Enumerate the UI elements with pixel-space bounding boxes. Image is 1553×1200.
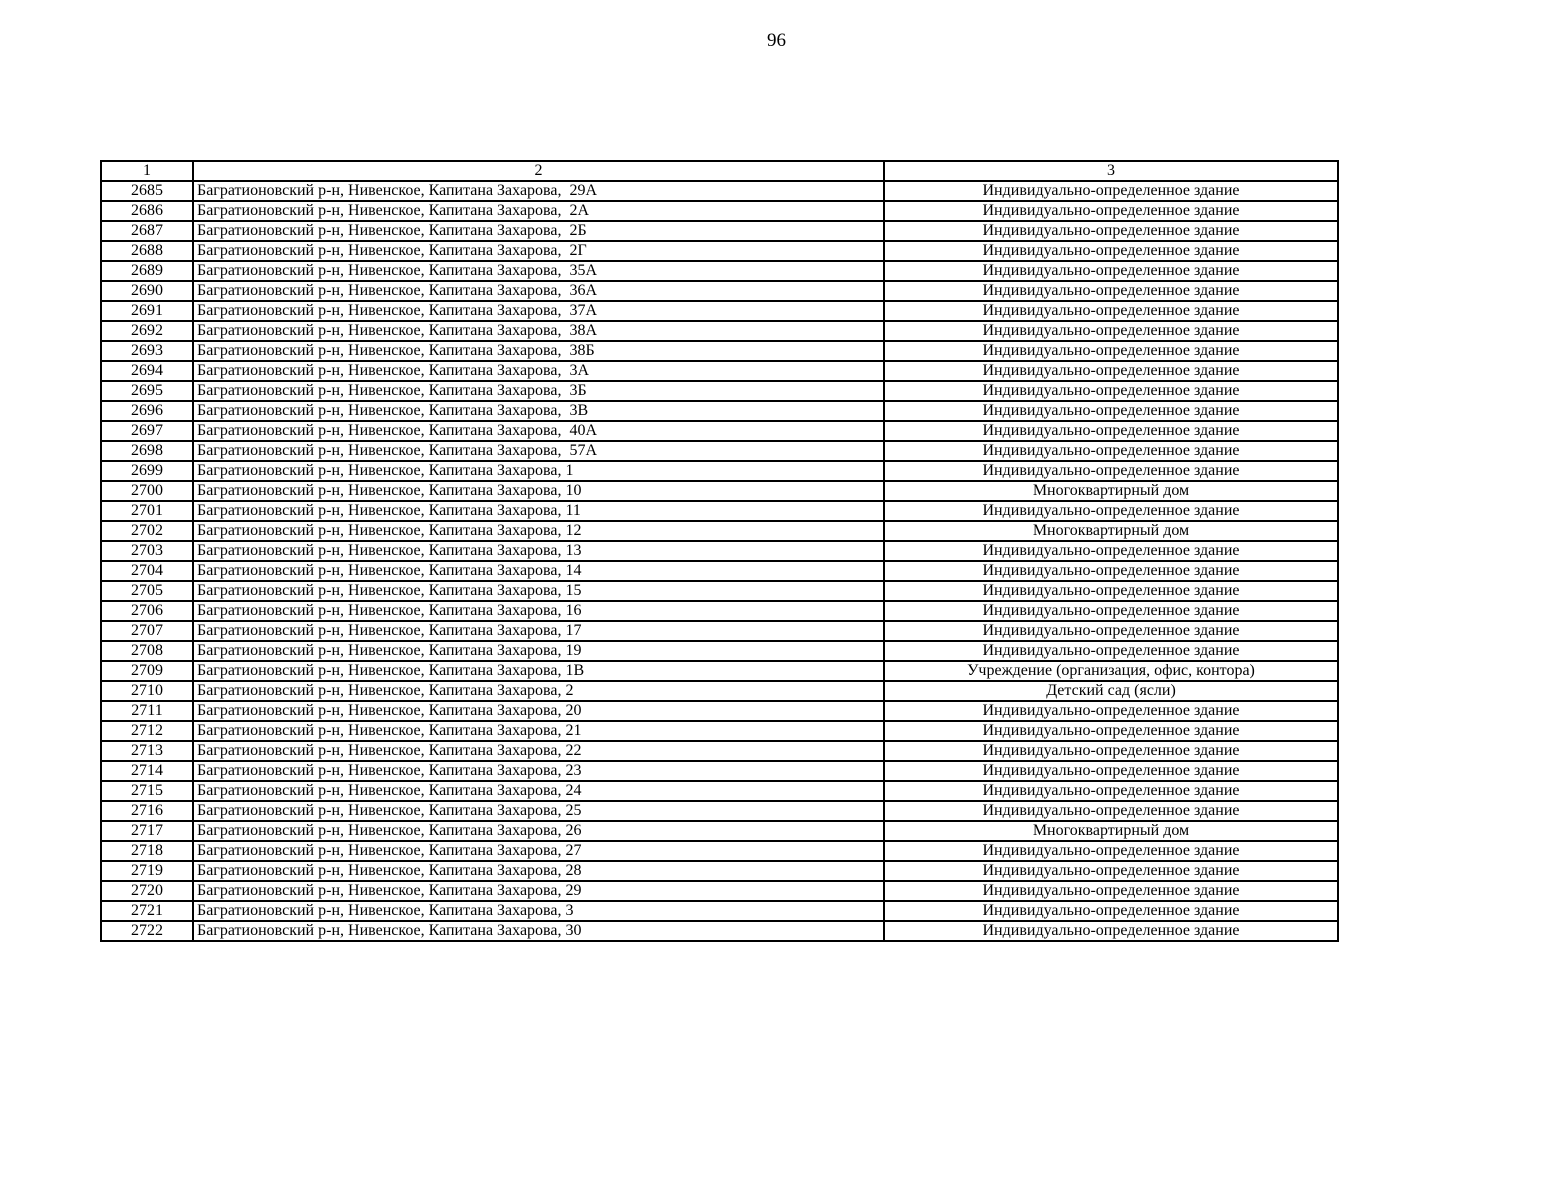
building-type-cell: Индивидуально-определенное здание — [884, 321, 1338, 340]
table-row — [101, 661, 1338, 681]
address-cell: Багратионовский р-н, Нивенское, Капитана Захарова, 2 — [193, 681, 884, 700]
record-number: 2703 — [101, 541, 193, 560]
address-cell: Багратионовский р-н, Нивенское, Капитана Захарова, 3Б — [193, 381, 884, 400]
address-cell: Багратионовский р-н, Нивенское, Капитана Захарова, 3В — [193, 401, 884, 420]
table-row — [101, 461, 1338, 481]
building-type-cell: Индивидуально-определенное здание — [884, 741, 1338, 760]
building-type-cell: Индивидуально-определенное здание — [884, 501, 1338, 520]
building-type-cell: Индивидуально-определенное здание — [884, 841, 1338, 860]
building-type-cell: Многоквартирный дом — [884, 821, 1338, 840]
building-type-cell: Индивидуально-определенное здание — [884, 761, 1338, 780]
record-number: 2721 — [101, 901, 193, 920]
table-row — [101, 341, 1338, 361]
building-type-cell: Индивидуально-определенное здание — [884, 921, 1338, 940]
table-row — [101, 781, 1338, 801]
table-row — [101, 641, 1338, 661]
table-row — [101, 881, 1338, 901]
table-row — [101, 381, 1338, 401]
building-type-cell: Индивидуально-определенное здание — [884, 221, 1338, 240]
table-row — [101, 221, 1338, 241]
record-number: 2690 — [101, 281, 193, 300]
building-type-cell: Многоквартирный дом — [884, 481, 1338, 500]
address-cell: Багратионовский р-н, Нивенское, Капитана Захарова, 30 — [193, 921, 884, 940]
record-number: 2696 — [101, 401, 193, 420]
building-type-cell: Индивидуально-определенное здание — [884, 421, 1338, 440]
building-type-cell: Индивидуально-определенное здание — [884, 341, 1338, 360]
address-cell: Багратионовский р-н, Нивенское, Капитана Захарова, 29А — [193, 181, 884, 200]
table-row — [101, 181, 1338, 201]
address-cell: Багратионовский р-н, Нивенское, Капитана Захарова, 29 — [193, 881, 884, 900]
table-row — [101, 901, 1338, 921]
building-type-cell: Индивидуально-определенное здание — [884, 701, 1338, 720]
address-cell: Багратионовский р-н, Нивенское, Капитана Захарова, 19 — [193, 641, 884, 660]
record-number: 2700 — [101, 481, 193, 500]
building-type-cell: Индивидуально-определенное здание — [884, 201, 1338, 220]
record-number: 2697 — [101, 421, 193, 440]
building-type-cell: Индивидуально-определенное здание — [884, 601, 1338, 620]
address-cell: Багратионовский р-н, Нивенское, Капитана Захарова, 27 — [193, 841, 884, 860]
table-row — [101, 501, 1338, 521]
record-number: 2712 — [101, 721, 193, 740]
address-cell: Багратионовский р-н, Нивенское, Капитана Захарова, 37А — [193, 301, 884, 320]
building-type-cell: Индивидуально-определенное здание — [884, 301, 1338, 320]
record-number: 2699 — [101, 461, 193, 480]
record-number: 2711 — [101, 701, 193, 720]
record-number: 2705 — [101, 581, 193, 600]
table-row — [101, 421, 1338, 441]
page-number: 96 — [767, 30, 786, 51]
column-number-3: 3 — [884, 161, 1338, 180]
table-row — [101, 821, 1338, 841]
table-row — [101, 721, 1338, 741]
building-type-cell: Индивидуально-определенное здание — [884, 581, 1338, 600]
address-cell: Багратионовский р-н, Нивенское, Капитана Захарова, 3А — [193, 361, 884, 380]
table-row — [101, 301, 1338, 321]
address-cell: Багратионовский р-н, Нивенское, Капитана Захарова, 20 — [193, 701, 884, 720]
record-number: 2706 — [101, 601, 193, 620]
record-number: 2714 — [101, 761, 193, 780]
record-number: 2687 — [101, 221, 193, 240]
record-number: 2717 — [101, 821, 193, 840]
table-row — [101, 321, 1338, 341]
building-type-cell: Индивидуально-определенное здание — [884, 281, 1338, 300]
record-number: 2698 — [101, 441, 193, 460]
record-number: 2713 — [101, 741, 193, 760]
table-row — [101, 921, 1338, 941]
column-number-1: 1 — [101, 161, 193, 180]
record-number: 2688 — [101, 241, 193, 260]
table-row — [101, 801, 1338, 821]
address-cell: Багратионовский р-н, Нивенское, Капитана Захарова, 15 — [193, 581, 884, 600]
address-cell: Багратионовский р-н, Нивенское, Капитана Захарова, 12 — [193, 521, 884, 540]
address-cell: Багратионовский р-н, Нивенское, Капитана Захарова, 3 — [193, 901, 884, 920]
address-cell: Багратионовский р-н, Нивенское, Капитана Захарова, 14 — [193, 561, 884, 580]
record-number: 2691 — [101, 301, 193, 320]
building-type-cell: Индивидуально-определенное здание — [884, 541, 1338, 560]
table-row — [101, 741, 1338, 761]
address-cell: Багратионовский р-н, Нивенское, Капитана Захарова, 16 — [193, 601, 884, 620]
table-row — [101, 521, 1338, 541]
building-type-cell: Детский сад (ясли) — [884, 681, 1338, 700]
building-type-cell: Индивидуально-определенное здание — [884, 401, 1338, 420]
building-type-cell: Индивидуально-определенное здание — [884, 461, 1338, 480]
record-number: 2709 — [101, 661, 193, 680]
address-cell: Багратионовский р-н, Нивенское, Капитана Захарова, 13 — [193, 541, 884, 560]
building-type-cell: Индивидуально-определенное здание — [884, 561, 1338, 580]
table-row — [101, 621, 1338, 641]
record-number: 2720 — [101, 881, 193, 900]
address-cell: Багратионовский р-н, Нивенское, Капитана Захарова, 2Г — [193, 241, 884, 260]
address-cell: Багратионовский р-н, Нивенское, Капитана Захарова, 17 — [193, 621, 884, 640]
table-row — [101, 401, 1338, 421]
building-type-cell: Индивидуально-определенное здание — [884, 861, 1338, 880]
address-cell: Багратионовский р-н, Нивенское, Капитана Захарова, 35А — [193, 261, 884, 280]
building-type-cell: Индивидуально-определенное здание — [884, 641, 1338, 660]
address-cell: Багратионовский р-н, Нивенское, Капитана Захарова, 23 — [193, 761, 884, 780]
address-cell: Багратионовский р-н, Нивенское, Капитана Захарова, 40А — [193, 421, 884, 440]
record-number: 2719 — [101, 861, 193, 880]
record-number: 2695 — [101, 381, 193, 400]
address-cell: Багратионовский р-н, Нивенское, Капитана Захарова, 10 — [193, 481, 884, 500]
building-type-cell: Индивидуально-определенное здание — [884, 881, 1338, 900]
table-row — [101, 281, 1338, 301]
address-cell: Багратионовский р-н, Нивенское, Капитана Захарова, 24 — [193, 781, 884, 800]
address-cell: Багратионовский р-н, Нивенское, Капитана Захарова, 25 — [193, 801, 884, 820]
table-row — [101, 241, 1338, 261]
record-number: 2701 — [101, 501, 193, 520]
building-type-cell: Индивидуально-определенное здание — [884, 381, 1338, 400]
address-cell: Багратионовский р-н, Нивенское, Капитана Захарова, 26 — [193, 821, 884, 840]
address-cell: Багратионовский р-н, Нивенское, Капитана Захарова, 38А — [193, 321, 884, 340]
record-number: 2692 — [101, 321, 193, 340]
building-type-cell: Индивидуально-определенное здание — [884, 361, 1338, 380]
record-number: 2702 — [101, 521, 193, 540]
table-row — [101, 201, 1338, 221]
table-row — [101, 481, 1338, 501]
table-row — [101, 681, 1338, 701]
building-type-cell: Индивидуально-определенное здание — [884, 781, 1338, 800]
column-number-2: 2 — [193, 161, 884, 180]
building-type-cell: Индивидуально-определенное здание — [884, 801, 1338, 820]
record-number: 2722 — [101, 921, 193, 940]
table-row — [101, 261, 1338, 281]
table-row — [101, 841, 1338, 861]
table-row — [101, 441, 1338, 461]
record-number: 2716 — [101, 801, 193, 820]
address-cell: Багратионовский р-н, Нивенское, Капитана Захарова, 11 — [193, 501, 884, 520]
record-number: 2694 — [101, 361, 193, 380]
address-cell: Багратионовский р-н, Нивенское, Капитана Захарова, 2Б — [193, 221, 884, 240]
address-cell: Багратионовский р-н, Нивенское, Капитана Захарова, 57А — [193, 441, 884, 460]
address-cell: Багратионовский р-н, Нивенское, Капитана Захарова, 2А — [193, 201, 884, 220]
address-cell: Багратионовский р-н, Нивенское, Капитана Захарова, 38Б — [193, 341, 884, 360]
building-type-cell: Индивидуально-определенное здание — [884, 441, 1338, 460]
address-cell: Багратионовский р-н, Нивенское, Капитана Захарова, 1В — [193, 661, 884, 680]
record-number: 2686 — [101, 201, 193, 220]
column-number-row — [101, 161, 1338, 181]
record-number: 2685 — [101, 181, 193, 200]
table-row — [101, 701, 1338, 721]
table-row — [101, 541, 1338, 561]
record-number: 2704 — [101, 561, 193, 580]
address-cell: Багратионовский р-н, Нивенское, Капитана Захарова, 22 — [193, 741, 884, 760]
table-row — [101, 581, 1338, 601]
address-cell: Багратионовский р-н, Нивенское, Капитана Захарова, 21 — [193, 721, 884, 740]
address-cell: Багратионовский р-н, Нивенское, Капитана Захарова, 36А — [193, 281, 884, 300]
record-number: 2689 — [101, 261, 193, 280]
table-body — [101, 161, 1338, 941]
record-number: 2710 — [101, 681, 193, 700]
table-row — [101, 561, 1338, 581]
record-number: 2718 — [101, 841, 193, 860]
record-number: 2707 — [101, 621, 193, 640]
building-type-cell: Индивидуально-определенное здание — [884, 261, 1338, 280]
table-row — [101, 861, 1338, 881]
address-cell: Багратионовский р-н, Нивенское, Капитана Захарова, 28 — [193, 861, 884, 880]
building-registry-table — [100, 160, 1339, 942]
building-type-cell: Многоквартирный дом — [884, 521, 1338, 540]
record-number: 2715 — [101, 781, 193, 800]
building-type-cell: Индивидуально-определенное здание — [884, 181, 1338, 200]
table-row — [101, 601, 1338, 621]
record-number: 2708 — [101, 641, 193, 660]
building-type-cell: Индивидуально-определенное здание — [884, 721, 1338, 740]
table-row — [101, 361, 1338, 381]
building-type-cell: Индивидуально-определенное здание — [884, 241, 1338, 260]
address-cell: Багратионовский р-н, Нивенское, Капитана Захарова, 1 — [193, 461, 884, 480]
record-number: 2693 — [101, 341, 193, 360]
table-row — [101, 761, 1338, 781]
building-type-cell: Учреждение (организация, офис, контора) — [884, 661, 1338, 680]
building-type-cell: Индивидуально-определенное здание — [884, 621, 1338, 640]
building-type-cell: Индивидуально-определенное здание — [884, 901, 1338, 920]
